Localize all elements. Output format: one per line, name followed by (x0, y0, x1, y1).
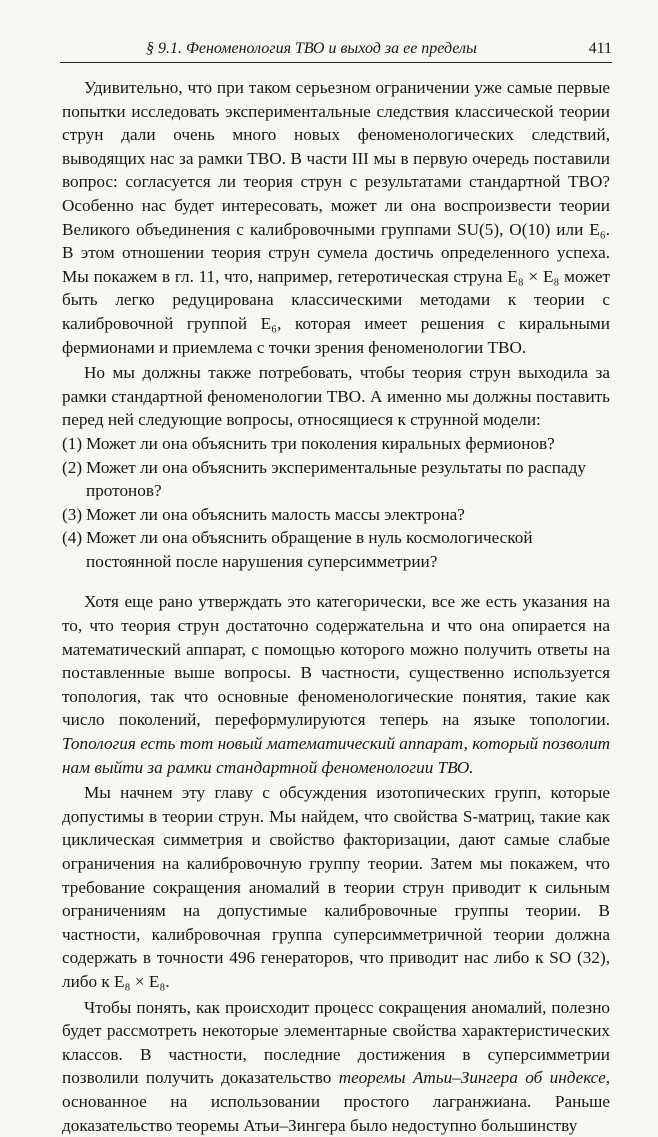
question-item: (4) Может ли она объяснить обращение в нуль космологической постоянной после нарушения суперсимметрии? (62, 528, 533, 571)
paragraph-5: Чтобы понять, как происходит процесс сокращения аномалий, полезно будет рассмотреть некоторые элементарные свойства характеристических классов. В частности, последние достижения в суперсимметрии позволили получить доказательство теоремы Атьи–Зингера об индексе, основанное на использовании простого лагранжиана. Раньше доказательство теоремы Атьи–Зингера было недоступно большинству (62, 997, 611, 1135)
page-number: 411 (588, 40, 612, 57)
question-item: (2) Может ли она объяснить экспериментальные результаты по распаду протонов? (62, 457, 586, 501)
running-title: § 9.1. Феноменология ТВО и выход за ее пределы (146, 40, 477, 57)
paragraph-2: Но мы должны также потребовать, чтобы теория струн выходила за рамки стандартной феноменологии ТВО. А именно мы должны поставить перед ней следующие вопросы, относящиеся к струнной модели: (62, 363, 610, 430)
question-item: (1) Может ли она объяснить три поколения киральных фермионов? (62, 433, 555, 453)
question-list (62, 432, 610, 574)
emphasis-topology: Топология есть тот новый математический аппарат, который позволит нам выйти за рамки стандартной феноменологии ТВО. (62, 734, 610, 777)
question-item: (3) Может ли она объяснить малость массы электрона? (62, 504, 465, 524)
paragraph-1: Удивительно, что при таком серьезном ограничении уже самые первые попытки исследовать экспериментальные следствия классической теории струн дали очень много новых феноменологических следствий, выводящих нас за рамки ТВО. В части III мы в первую очередь поставили вопрос: согласуется ли теория струн с результатами стандартной ТВО? Особенно нас будет интересовать, может ли она воспроизвести теории Великого объединения с калибровочными группами SU(5), O(10) или E₆. В этом отношении теория струн сумела достичь определенного успеха. Мы покажем в гл. 11, что, например, гетеротическая струна E₈ × E₈ может быть легко редуцирована классическими методами к теории с калибровочной группой E₆, которая имеет решения с киральными фермионами и приемлема с точки зрения феноменологии ТВО. (62, 78, 610, 357)
emphasis-atiyah-singer: теоремы Атьи–Зингера об индексе (338, 1068, 606, 1088)
paragraph-3: Хотя еще рано утверждать это категорически, все же есть указания на то, что теория струн достаточно содержательна и что она опирается на математический аппарат, с помощью которого можно получить ответы на поставленные выше вопросы. В частности, существенно используется топология, так что основные феноменологические понятия, такие как число поколений, переформулируются теперь на языке топологии. Топология есть тот новый математический аппарат, который позволит нам выйти за рамки стандартной феноменологии ТВО. (62, 592, 610, 777)
running-header (60, 40, 612, 63)
paragraph-4: Мы начнем эту главу с обсуждения изотопических групп, которые допустимы в теории струн. Мы найдем, что свойства S-матриц, такие как циклическая симметрия и свойство факторизации, дают самые слабые ограничения на калибровочную группу теории. Затем мы покажем, что требование сокращения аномалий в теории струн приводит к сильным ограничениям на допустимые калибровочные группы теории. В частности, калибровочная группа суперсимметричной теории должна содержать в точности 496 генераторов, что приводит нас либо к SO (32), либо к E₈ × E₈. (62, 783, 610, 991)
page-body (62, 76, 610, 1137)
